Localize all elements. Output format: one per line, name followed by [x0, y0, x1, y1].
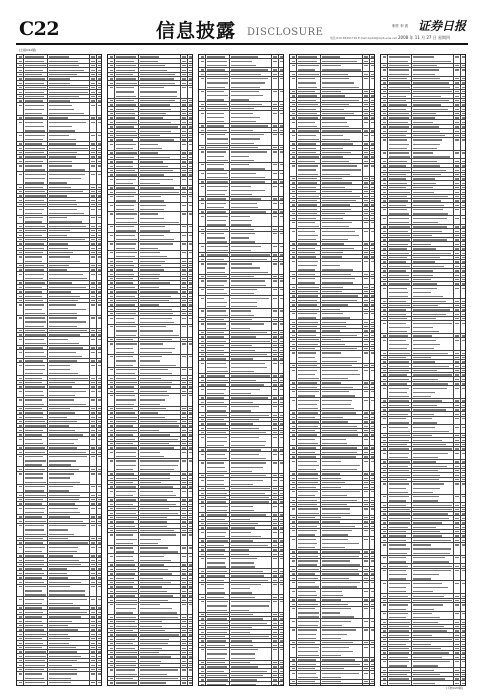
- table-row: [381, 581, 465, 594]
- page-header: [0, 0, 484, 44]
- table-row: [108, 668, 192, 677]
- table-row: [199, 461, 283, 474]
- table-row: [17, 389, 101, 398]
- table-row: [108, 316, 192, 325]
- table-row: [17, 524, 101, 537]
- table-row: [199, 201, 283, 210]
- table-row: [199, 171, 283, 180]
- table-row: [199, 435, 283, 448]
- table-row: [199, 163, 283, 172]
- table-row: [381, 151, 465, 160]
- section-title-en: DISCLOSURE: [247, 27, 324, 38]
- table-row: [17, 216, 101, 225]
- table-row: [108, 225, 192, 234]
- table-row: [17, 472, 101, 485]
- table-row: [381, 451, 465, 460]
- table-row: [199, 387, 283, 396]
- table-row: [290, 628, 374, 641]
- table-row: [17, 172, 101, 185]
- table-row: [199, 504, 283, 513]
- table-row: [108, 489, 192, 498]
- table-column: [198, 54, 284, 686]
- table-row: [108, 342, 192, 355]
- table-row: [199, 150, 283, 163]
- table-row: [381, 216, 465, 225]
- table-row: [108, 394, 192, 407]
- table-row: [290, 229, 374, 242]
- table-row: [108, 368, 192, 377]
- table-row: [17, 585, 101, 598]
- table-row: [381, 482, 465, 495]
- table-row: [199, 583, 283, 596]
- table-row: [17, 164, 101, 173]
- table-row: [290, 459, 374, 472]
- table-row: [199, 133, 283, 146]
- table-row: [17, 545, 101, 554]
- table-row: [108, 325, 192, 338]
- section-title: 信息披露: [156, 20, 237, 42]
- table-row: [108, 233, 192, 242]
- table-row: [199, 648, 283, 661]
- table-row: [108, 177, 192, 186]
- table-row: [290, 64, 374, 73]
- header-rule: [16, 43, 468, 45]
- table-row: [199, 682, 283, 686]
- table-row: [290, 277, 374, 286]
- table-row: [381, 612, 465, 621]
- table-row: [17, 103, 101, 116]
- table-row: [381, 138, 465, 151]
- table-row: [199, 405, 283, 414]
- table-row: [17, 398, 101, 407]
- table-row: [199, 77, 283, 90]
- table-row: [199, 452, 283, 461]
- table-row: [381, 603, 465, 612]
- table-row: [290, 368, 374, 381]
- table-row: [381, 386, 465, 399]
- table-row: [17, 485, 101, 494]
- table-row: [290, 351, 374, 364]
- table-row: [381, 543, 465, 556]
- table-row: [290, 607, 374, 620]
- table-row: [290, 490, 374, 499]
- table-row: [108, 142, 192, 151]
- table-row: [17, 337, 101, 346]
- table-row: [199, 557, 283, 570]
- table-row: [17, 272, 101, 281]
- table-row: [17, 597, 101, 606]
- table-column: [16, 54, 102, 686]
- table-row: [199, 244, 283, 253]
- table-row: [381, 68, 465, 77]
- table-row: [17, 120, 101, 133]
- table-row: [108, 86, 192, 99]
- table-row: [381, 208, 465, 217]
- table-row: [17, 455, 101, 468]
- table-column: [107, 54, 193, 686]
- table-row: [17, 672, 101, 681]
- table-row: [199, 600, 283, 613]
- issue-date: 2008 年 11 月 27 日 星期四: [398, 35, 450, 40]
- table-row: [290, 671, 374, 680]
- table-row: [199, 279, 283, 288]
- table-row: [199, 214, 283, 227]
- table-row: [290, 133, 374, 142]
- editor-line: 制作 李 波: [392, 24, 409, 28]
- table-row: [199, 309, 283, 318]
- table-row: [108, 242, 192, 251]
- table-row: [381, 321, 465, 334]
- table-row: [290, 645, 374, 658]
- table-row: [290, 120, 374, 129]
- table-row: [199, 232, 283, 245]
- table-row: [290, 312, 374, 321]
- table-row: [290, 390, 374, 399]
- table-row: [290, 164, 374, 177]
- table-row: [108, 450, 192, 459]
- table-row: [381, 286, 465, 299]
- table-row: [290, 581, 374, 590]
- table-row: [290, 529, 374, 538]
- table-row: [108, 603, 192, 616]
- table-caption: (上接C21版): [19, 48, 37, 52]
- table-row: [381, 338, 465, 351]
- table-row: [17, 207, 101, 216]
- table-row: [199, 478, 283, 487]
- table-row: [290, 398, 374, 411]
- table-row: [17, 363, 101, 376]
- table-row: [108, 554, 192, 563]
- table-row: [290, 589, 374, 598]
- table-row: [199, 111, 283, 124]
- table-row: [199, 59, 283, 68]
- table-row: [108, 459, 192, 472]
- table-row: [17, 316, 101, 329]
- table-row: [381, 417, 465, 426]
- table-row: [381, 495, 465, 504]
- table-row: [199, 322, 283, 331]
- table-row: [381, 425, 465, 434]
- table-row: [17, 303, 101, 316]
- table-row: [290, 221, 374, 230]
- table-row: [108, 203, 192, 212]
- page-number: C22: [19, 18, 60, 40]
- table-row: [199, 296, 283, 309]
- table-row: [108, 212, 192, 225]
- table-row: [381, 569, 465, 582]
- table-row: [17, 681, 101, 687]
- table-row: [17, 350, 101, 359]
- table-column: [289, 54, 375, 686]
- table-row: [290, 507, 374, 516]
- table-row: [290, 619, 374, 628]
- table-row: [17, 255, 101, 264]
- table-row: [290, 437, 374, 446]
- table-row: [290, 559, 374, 568]
- table-row: [199, 530, 283, 539]
- table-row: [108, 195, 192, 204]
- table-row: [381, 556, 465, 565]
- table-row: [381, 660, 465, 669]
- table-row: [108, 681, 192, 686]
- table-row: [108, 533, 192, 546]
- newspaper-masthead: 证券日报: [418, 19, 467, 33]
- continued-note: (下转C23版): [445, 686, 463, 690]
- table-row: [108, 355, 192, 368]
- disclosure-table-area: [16, 47, 468, 689]
- table-row: [17, 133, 101, 142]
- table-row: [290, 684, 374, 686]
- table-row: [199, 288, 283, 297]
- table-row: [290, 77, 374, 90]
- table-row: [199, 361, 283, 374]
- table-row: [108, 546, 192, 555]
- table-row: [290, 259, 374, 272]
- table-row: [199, 184, 283, 197]
- table-row: [17, 437, 101, 446]
- table-row: [17, 506, 101, 515]
- table-row: [199, 262, 283, 275]
- table-row: [199, 90, 283, 103]
- table-row: [108, 251, 192, 260]
- table-column: [380, 54, 466, 686]
- table-row: [290, 537, 374, 550]
- contact-line: 电话:010-83251716 E-mail:zqrb9@zqrb.sina.net: [330, 36, 397, 40]
- table-row: [381, 55, 465, 64]
